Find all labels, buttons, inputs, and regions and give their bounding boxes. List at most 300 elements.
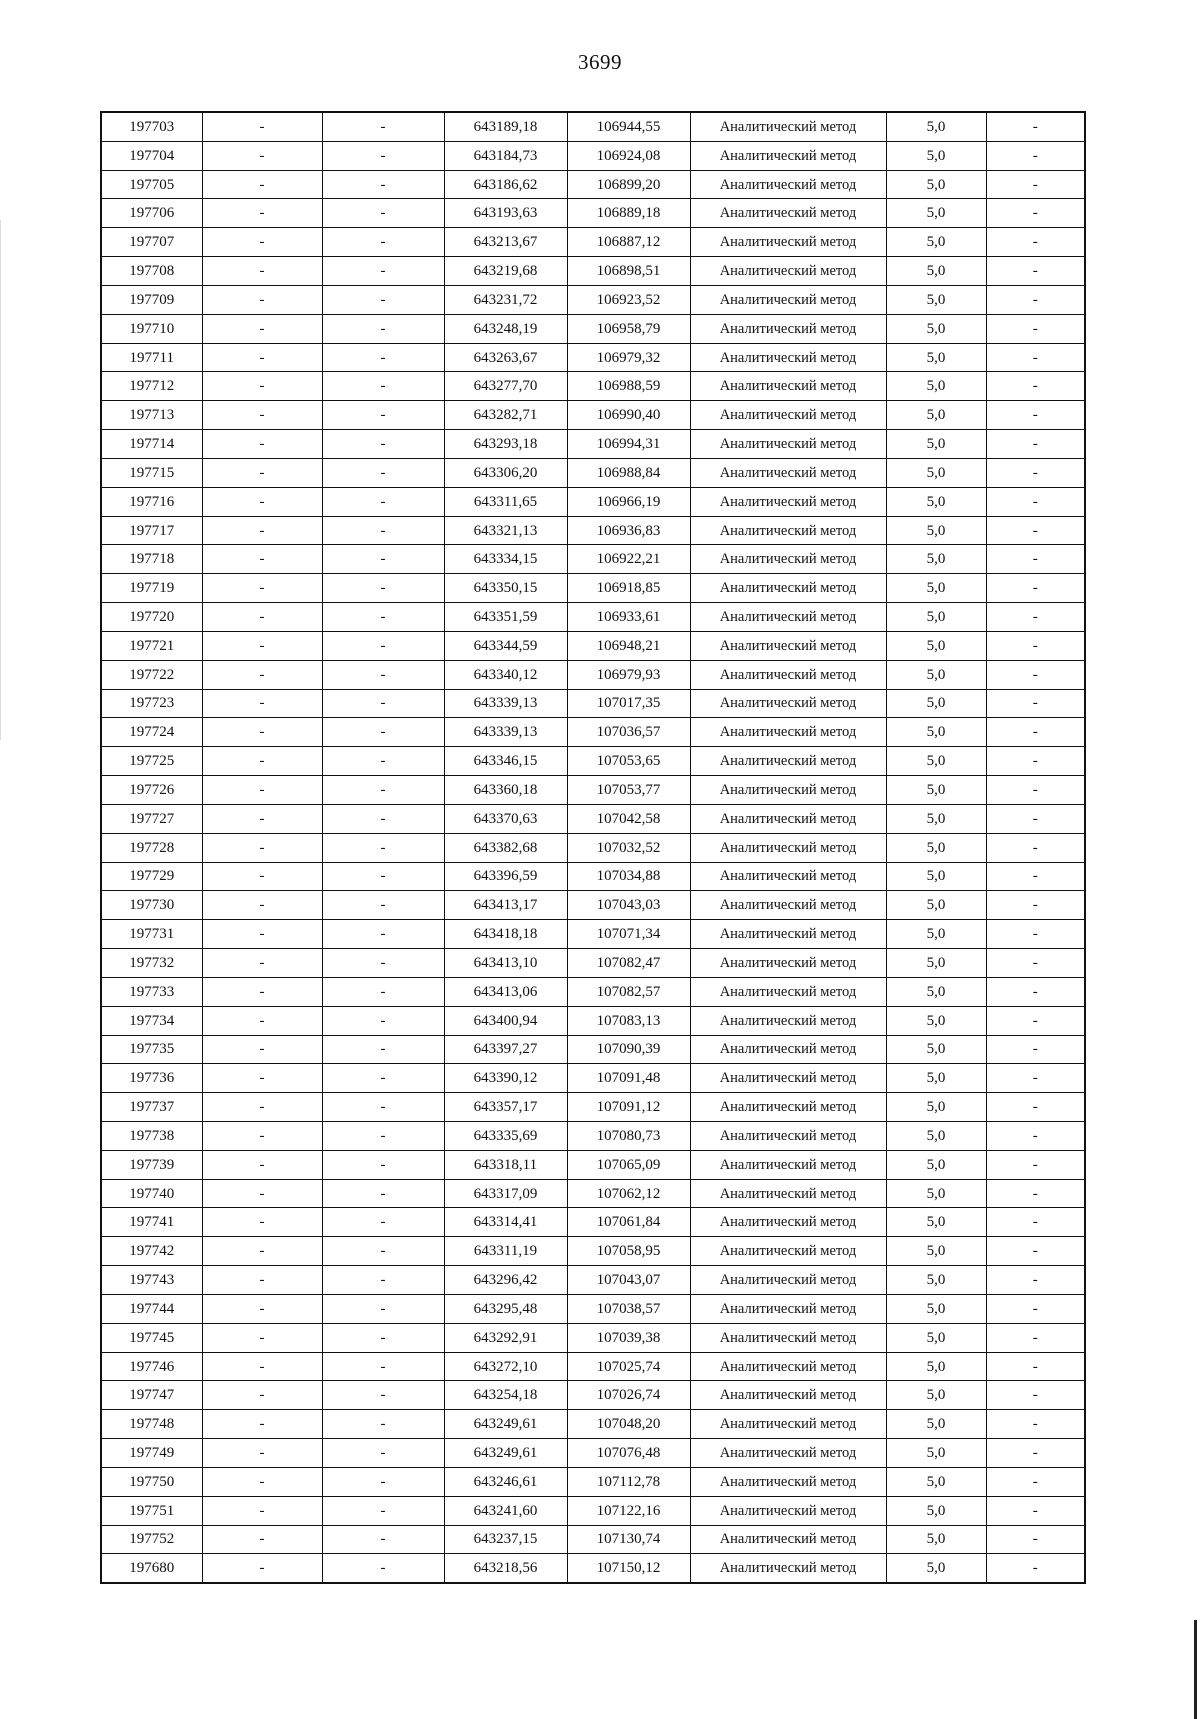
- point-number-cell: 197721: [101, 631, 202, 660]
- table-row: [101, 949, 1085, 978]
- old-y-cell: -: [322, 372, 444, 401]
- table-row: [101, 343, 1085, 372]
- description-cell: -: [986, 343, 1085, 372]
- old-x-cell: -: [202, 1352, 322, 1381]
- new-x-cell: 643189,18: [444, 112, 567, 141]
- point-number-cell: 197718: [101, 545, 202, 574]
- old-y-cell: -: [322, 516, 444, 545]
- new-x-cell: 643237,15: [444, 1525, 567, 1554]
- description-cell: -: [986, 545, 1085, 574]
- new-x-cell: 643292,91: [444, 1323, 567, 1352]
- new-x-cell: 643277,70: [444, 372, 567, 401]
- accuracy-cell: 5,0: [886, 199, 986, 228]
- new-y-cell: 107058,95: [567, 1237, 690, 1266]
- new-y-cell: 107062,12: [567, 1179, 690, 1208]
- table-row: [101, 285, 1085, 314]
- new-y-cell: 107043,07: [567, 1266, 690, 1295]
- accuracy-cell: 5,0: [886, 1525, 986, 1554]
- old-y-cell: -: [322, 1121, 444, 1150]
- table-row: [101, 603, 1085, 632]
- description-cell: -: [986, 1554, 1085, 1583]
- description-cell: -: [986, 920, 1085, 949]
- old-x-cell: -: [202, 228, 322, 257]
- old-y-cell: -: [322, 718, 444, 747]
- old-x-cell: -: [202, 660, 322, 689]
- method-cell: Аналитический метод: [690, 689, 886, 718]
- new-y-cell: 107082,47: [567, 949, 690, 978]
- accuracy-cell: 5,0: [886, 430, 986, 459]
- new-y-cell: 107065,09: [567, 1150, 690, 1179]
- old-y-cell: -: [322, 689, 444, 718]
- point-number-cell: 197742: [101, 1237, 202, 1266]
- old-y-cell: -: [322, 747, 444, 776]
- point-number-cell: 197728: [101, 833, 202, 862]
- point-number-cell: 197726: [101, 776, 202, 805]
- old-x-cell: -: [202, 257, 322, 286]
- old-y-cell: -: [322, 977, 444, 1006]
- accuracy-cell: 5,0: [886, 228, 986, 257]
- method-cell: Аналитический метод: [690, 1179, 886, 1208]
- description-cell: -: [986, 891, 1085, 920]
- new-x-cell: 643293,18: [444, 430, 567, 459]
- old-y-cell: -: [322, 776, 444, 805]
- new-x-cell: 643219,68: [444, 257, 567, 286]
- point-number-cell: 197729: [101, 862, 202, 891]
- point-number-cell: 197720: [101, 603, 202, 632]
- point-number-cell: 197730: [101, 891, 202, 920]
- accuracy-cell: 5,0: [886, 949, 986, 978]
- point-number-cell: 197712: [101, 372, 202, 401]
- accuracy-cell: 5,0: [886, 718, 986, 747]
- description-cell: -: [986, 1150, 1085, 1179]
- old-y-cell: -: [322, 660, 444, 689]
- old-y-cell: -: [322, 228, 444, 257]
- new-y-cell: 107042,58: [567, 804, 690, 833]
- description-cell: -: [986, 430, 1085, 459]
- table-row: [101, 1352, 1085, 1381]
- description-cell: -: [986, 1035, 1085, 1064]
- table-row: [101, 891, 1085, 920]
- new-y-cell: 106887,12: [567, 228, 690, 257]
- new-x-cell: 643311,19: [444, 1237, 567, 1266]
- new-x-cell: 643249,61: [444, 1410, 567, 1439]
- new-y-cell: 106924,08: [567, 141, 690, 170]
- accuracy-cell: 5,0: [886, 747, 986, 776]
- point-number-cell: 197713: [101, 401, 202, 430]
- new-x-cell: 643335,69: [444, 1121, 567, 1150]
- method-cell: Аналитический метод: [690, 458, 886, 487]
- old-y-cell: -: [322, 1006, 444, 1035]
- table-row: [101, 1208, 1085, 1237]
- old-y-cell: -: [322, 1035, 444, 1064]
- point-number-cell: 197716: [101, 487, 202, 516]
- method-cell: Аналитический метод: [690, 920, 886, 949]
- accuracy-cell: 5,0: [886, 1179, 986, 1208]
- old-y-cell: -: [322, 487, 444, 516]
- new-x-cell: 643396,59: [444, 862, 567, 891]
- old-x-cell: -: [202, 141, 322, 170]
- accuracy-cell: 5,0: [886, 401, 986, 430]
- accuracy-cell: 5,0: [886, 1035, 986, 1064]
- method-cell: Аналитический метод: [690, 1496, 886, 1525]
- new-x-cell: 643272,10: [444, 1352, 567, 1381]
- old-x-cell: -: [202, 1064, 322, 1093]
- new-x-cell: 643370,63: [444, 804, 567, 833]
- method-cell: Аналитический метод: [690, 516, 886, 545]
- method-cell: Аналитический метод: [690, 1121, 886, 1150]
- new-x-cell: 643306,20: [444, 458, 567, 487]
- new-x-cell: 643231,72: [444, 285, 567, 314]
- point-number-cell: 197743: [101, 1266, 202, 1295]
- old-x-cell: -: [202, 631, 322, 660]
- accuracy-cell: 5,0: [886, 1237, 986, 1266]
- method-cell: Аналитический метод: [690, 833, 886, 862]
- method-cell: Аналитический метод: [690, 1439, 886, 1468]
- old-x-cell: -: [202, 1496, 322, 1525]
- description-cell: -: [986, 718, 1085, 747]
- description-cell: -: [986, 1439, 1085, 1468]
- table-row: [101, 487, 1085, 516]
- old-x-cell: -: [202, 487, 322, 516]
- description-cell: -: [986, 804, 1085, 833]
- point-number-cell: 197745: [101, 1323, 202, 1352]
- point-number-cell: 197725: [101, 747, 202, 776]
- new-y-cell: 107071,34: [567, 920, 690, 949]
- old-y-cell: -: [322, 112, 444, 141]
- old-y-cell: -: [322, 1323, 444, 1352]
- new-x-cell: 643350,15: [444, 574, 567, 603]
- accuracy-cell: 5,0: [886, 1121, 986, 1150]
- table-row: [101, 1554, 1085, 1583]
- description-cell: -: [986, 1294, 1085, 1323]
- point-number-cell: 197740: [101, 1179, 202, 1208]
- old-x-cell: -: [202, 747, 322, 776]
- table-row: [101, 545, 1085, 574]
- scan-edge-right: [1194, 1620, 1197, 1719]
- new-y-cell: 106918,85: [567, 574, 690, 603]
- table-row: [101, 112, 1085, 141]
- table-row: [101, 1381, 1085, 1410]
- method-cell: Аналитический метод: [690, 1006, 886, 1035]
- accuracy-cell: 5,0: [886, 314, 986, 343]
- method-cell: Аналитический метод: [690, 603, 886, 632]
- old-x-cell: -: [202, 949, 322, 978]
- accuracy-cell: 5,0: [886, 257, 986, 286]
- description-cell: -: [986, 1237, 1085, 1266]
- point-number-cell: 197714: [101, 430, 202, 459]
- new-x-cell: 643390,12: [444, 1064, 567, 1093]
- old-x-cell: -: [202, 458, 322, 487]
- method-cell: Аналитический метод: [690, 1381, 886, 1410]
- accuracy-cell: 5,0: [886, 372, 986, 401]
- table-row: [101, 1035, 1085, 1064]
- description-cell: -: [986, 141, 1085, 170]
- method-cell: Аналитический метод: [690, 1410, 886, 1439]
- old-y-cell: -: [322, 1439, 444, 1468]
- new-y-cell: 106988,84: [567, 458, 690, 487]
- description-cell: -: [986, 1121, 1085, 1150]
- old-x-cell: -: [202, 199, 322, 228]
- method-cell: Аналитический метод: [690, 862, 886, 891]
- old-y-cell: -: [322, 574, 444, 603]
- description-cell: -: [986, 1006, 1085, 1035]
- description-cell: -: [986, 516, 1085, 545]
- point-number-cell: 197734: [101, 1006, 202, 1035]
- method-cell: Аналитический метод: [690, 977, 886, 1006]
- scan-edge-left: [0, 220, 1, 740]
- old-x-cell: -: [202, 776, 322, 805]
- accuracy-cell: 5,0: [886, 112, 986, 141]
- accuracy-cell: 5,0: [886, 1381, 986, 1410]
- method-cell: Аналитический метод: [690, 949, 886, 978]
- table-row: [101, 1525, 1085, 1554]
- point-number-cell: 197709: [101, 285, 202, 314]
- method-cell: Аналитический метод: [690, 170, 886, 199]
- new-x-cell: 643382,68: [444, 833, 567, 862]
- method-cell: Аналитический метод: [690, 776, 886, 805]
- old-x-cell: -: [202, 1410, 322, 1439]
- point-number-cell: 197744: [101, 1294, 202, 1323]
- point-number-cell: 197715: [101, 458, 202, 487]
- accuracy-cell: 5,0: [886, 545, 986, 574]
- old-x-cell: -: [202, 343, 322, 372]
- new-x-cell: 643263,67: [444, 343, 567, 372]
- point-number-cell: 197732: [101, 949, 202, 978]
- method-cell: Аналитический метод: [690, 1352, 886, 1381]
- table-row: [101, 1294, 1085, 1323]
- new-x-cell: 643184,73: [444, 141, 567, 170]
- new-y-cell: 106990,40: [567, 401, 690, 430]
- point-number-cell: 197719: [101, 574, 202, 603]
- new-y-cell: 107076,48: [567, 1439, 690, 1468]
- table-row: [101, 257, 1085, 286]
- description-cell: -: [986, 487, 1085, 516]
- table-row: [101, 170, 1085, 199]
- description-cell: -: [986, 1064, 1085, 1093]
- new-y-cell: 106948,21: [567, 631, 690, 660]
- page-number: 3699: [578, 50, 622, 74]
- new-x-cell: 643249,61: [444, 1439, 567, 1468]
- new-x-cell: 643246,61: [444, 1467, 567, 1496]
- description-cell: -: [986, 228, 1085, 257]
- accuracy-cell: 5,0: [886, 891, 986, 920]
- new-x-cell: 643321,13: [444, 516, 567, 545]
- old-x-cell: -: [202, 1179, 322, 1208]
- point-number-cell: 197703: [101, 112, 202, 141]
- point-number-cell: 197746: [101, 1352, 202, 1381]
- point-number-cell: 197710: [101, 314, 202, 343]
- old-y-cell: -: [322, 199, 444, 228]
- description-cell: -: [986, 1525, 1085, 1554]
- table-row: [101, 314, 1085, 343]
- new-x-cell: 643418,18: [444, 920, 567, 949]
- accuracy-cell: 5,0: [886, 1554, 986, 1583]
- table-row: [101, 747, 1085, 776]
- new-y-cell: 106936,83: [567, 516, 690, 545]
- new-x-cell: 643344,59: [444, 631, 567, 660]
- table-row: [101, 920, 1085, 949]
- description-cell: -: [986, 574, 1085, 603]
- old-y-cell: -: [322, 141, 444, 170]
- old-y-cell: -: [322, 920, 444, 949]
- table-row: [101, 1237, 1085, 1266]
- old-y-cell: -: [322, 1410, 444, 1439]
- table-row: [101, 833, 1085, 862]
- old-x-cell: -: [202, 516, 322, 545]
- accuracy-cell: 5,0: [886, 1496, 986, 1525]
- table-row: [101, 1179, 1085, 1208]
- table-row: [101, 1410, 1085, 1439]
- old-x-cell: -: [202, 170, 322, 199]
- old-y-cell: -: [322, 603, 444, 632]
- new-x-cell: 643357,17: [444, 1093, 567, 1122]
- accuracy-cell: 5,0: [886, 1410, 986, 1439]
- method-cell: Аналитический метод: [690, 1266, 886, 1295]
- new-y-cell: 106979,32: [567, 343, 690, 372]
- point-number-cell: 197722: [101, 660, 202, 689]
- method-cell: Аналитический метод: [690, 747, 886, 776]
- point-number-cell: 197711: [101, 343, 202, 372]
- table-row: [101, 458, 1085, 487]
- coordinates-table: [100, 111, 1086, 1584]
- accuracy-cell: 5,0: [886, 285, 986, 314]
- old-x-cell: -: [202, 401, 322, 430]
- old-x-cell: -: [202, 1439, 322, 1468]
- old-y-cell: -: [322, 1150, 444, 1179]
- new-x-cell: 643318,11: [444, 1150, 567, 1179]
- old-y-cell: -: [322, 170, 444, 199]
- old-x-cell: -: [202, 545, 322, 574]
- old-x-cell: -: [202, 1150, 322, 1179]
- new-y-cell: 106923,52: [567, 285, 690, 314]
- old-y-cell: -: [322, 1467, 444, 1496]
- new-x-cell: 643334,15: [444, 545, 567, 574]
- old-y-cell: -: [322, 1294, 444, 1323]
- point-number-cell: 197741: [101, 1208, 202, 1237]
- new-y-cell: 107043,03: [567, 891, 690, 920]
- method-cell: Аналитический метод: [690, 718, 886, 747]
- table-row: [101, 430, 1085, 459]
- old-x-cell: -: [202, 1554, 322, 1583]
- method-cell: Аналитический метод: [690, 1294, 886, 1323]
- accuracy-cell: 5,0: [886, 631, 986, 660]
- old-x-cell: -: [202, 891, 322, 920]
- description-cell: -: [986, 285, 1085, 314]
- new-x-cell: 643213,67: [444, 228, 567, 257]
- method-cell: Аналитический метод: [690, 804, 886, 833]
- new-y-cell: 107130,74: [567, 1525, 690, 1554]
- old-y-cell: -: [322, 804, 444, 833]
- accuracy-cell: 5,0: [886, 1467, 986, 1496]
- point-number-cell: 197731: [101, 920, 202, 949]
- new-y-cell: 107034,88: [567, 862, 690, 891]
- new-x-cell: 643346,15: [444, 747, 567, 776]
- old-x-cell: -: [202, 689, 322, 718]
- new-y-cell: 106958,79: [567, 314, 690, 343]
- description-cell: -: [986, 660, 1085, 689]
- description-cell: -: [986, 372, 1085, 401]
- old-x-cell: -: [202, 314, 322, 343]
- description-cell: -: [986, 314, 1085, 343]
- description-cell: -: [986, 862, 1085, 891]
- description-cell: -: [986, 1266, 1085, 1295]
- new-x-cell: 643296,42: [444, 1266, 567, 1295]
- old-y-cell: -: [322, 1093, 444, 1122]
- new-x-cell: 643193,63: [444, 199, 567, 228]
- method-cell: Аналитический метод: [690, 1554, 886, 1583]
- accuracy-cell: 5,0: [886, 1266, 986, 1295]
- table-row: [101, 1150, 1085, 1179]
- new-x-cell: 643282,71: [444, 401, 567, 430]
- old-y-cell: -: [322, 1525, 444, 1554]
- new-y-cell: 106966,19: [567, 487, 690, 516]
- method-cell: Аналитический метод: [690, 285, 886, 314]
- table-row: [101, 1093, 1085, 1122]
- old-x-cell: -: [202, 1208, 322, 1237]
- old-y-cell: -: [322, 401, 444, 430]
- new-y-cell: 107048,20: [567, 1410, 690, 1439]
- old-y-cell: -: [322, 285, 444, 314]
- table-row: [101, 199, 1085, 228]
- new-x-cell: 643413,17: [444, 891, 567, 920]
- old-y-cell: -: [322, 1352, 444, 1381]
- point-number-cell: 197727: [101, 804, 202, 833]
- accuracy-cell: 5,0: [886, 1352, 986, 1381]
- old-x-cell: -: [202, 1381, 322, 1410]
- new-y-cell: 107036,57: [567, 718, 690, 747]
- point-number-cell: 197751: [101, 1496, 202, 1525]
- new-y-cell: 106988,59: [567, 372, 690, 401]
- method-cell: Аналитический метод: [690, 343, 886, 372]
- table-row: [101, 141, 1085, 170]
- new-y-cell: 107026,74: [567, 1381, 690, 1410]
- accuracy-cell: 5,0: [886, 516, 986, 545]
- new-y-cell: 106922,21: [567, 545, 690, 574]
- old-x-cell: -: [202, 1525, 322, 1554]
- old-x-cell: -: [202, 1006, 322, 1035]
- new-x-cell: 643311,65: [444, 487, 567, 516]
- accuracy-cell: 5,0: [886, 833, 986, 862]
- method-cell: Аналитический метод: [690, 1208, 886, 1237]
- description-cell: -: [986, 1467, 1085, 1496]
- new-x-cell: 643339,13: [444, 718, 567, 747]
- old-y-cell: -: [322, 862, 444, 891]
- new-x-cell: 643339,13: [444, 689, 567, 718]
- new-y-cell: 107053,65: [567, 747, 690, 776]
- description-cell: -: [986, 1496, 1085, 1525]
- new-x-cell: 643218,56: [444, 1554, 567, 1583]
- method-cell: Аналитический метод: [690, 487, 886, 516]
- old-y-cell: -: [322, 1554, 444, 1583]
- new-y-cell: 106898,51: [567, 257, 690, 286]
- method-cell: Аналитический метод: [690, 545, 886, 574]
- old-x-cell: -: [202, 1323, 322, 1352]
- point-number-cell: 197733: [101, 977, 202, 1006]
- method-cell: Аналитический метод: [690, 660, 886, 689]
- old-y-cell: -: [322, 545, 444, 574]
- new-x-cell: 643397,27: [444, 1035, 567, 1064]
- accuracy-cell: 5,0: [886, 862, 986, 891]
- description-cell: -: [986, 631, 1085, 660]
- point-number-cell: 197737: [101, 1093, 202, 1122]
- old-x-cell: -: [202, 285, 322, 314]
- new-x-cell: 643413,06: [444, 977, 567, 1006]
- table-row: [101, 1496, 1085, 1525]
- accuracy-cell: 5,0: [886, 776, 986, 805]
- old-x-cell: -: [202, 718, 322, 747]
- new-y-cell: 107150,12: [567, 1554, 690, 1583]
- table-row: [101, 574, 1085, 603]
